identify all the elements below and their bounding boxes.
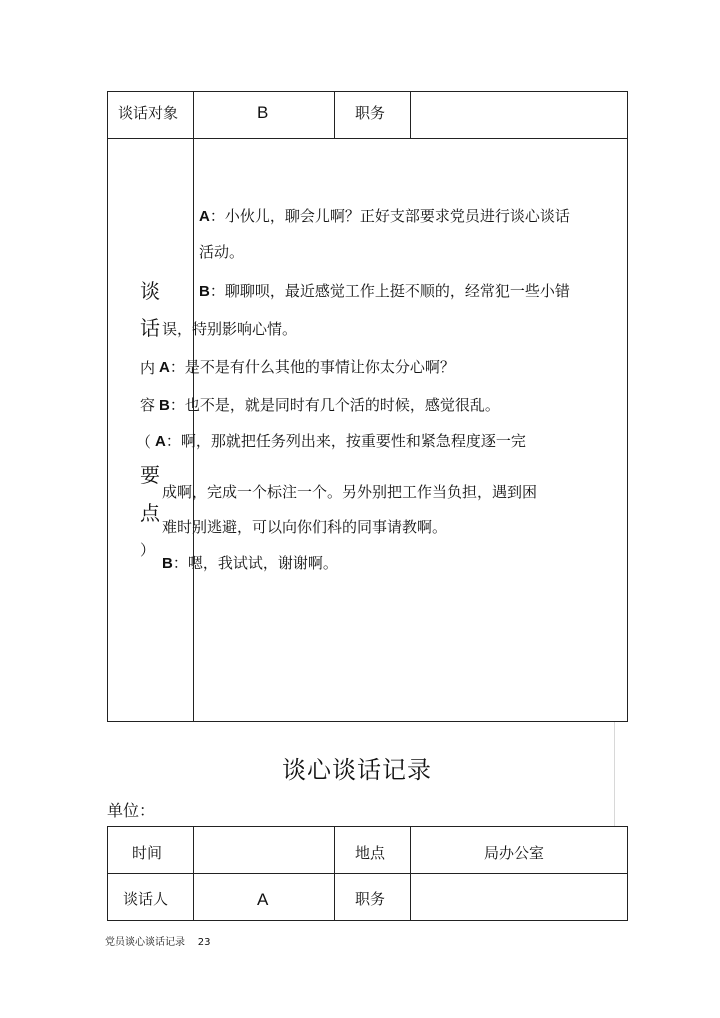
- table2-row-divider: [107, 873, 628, 874]
- table2-bottom-border: [107, 920, 628, 921]
- footer-page-number: 23: [197, 937, 211, 948]
- dialogue-text: ：嗯，我试试，谢谢啊。: [172, 554, 338, 572]
- label-char-nei: 内: [140, 359, 156, 377]
- dialogue-line: [159, 357, 455, 378]
- dialogue-line: [162, 553, 338, 574]
- table2-right-border: [627, 826, 628, 921]
- table2-top-border: [107, 826, 628, 827]
- table1-row-divider: [107, 138, 628, 139]
- footer-doc-name: 党员谈心谈话记录: [105, 937, 185, 948]
- page-footer: [105, 933, 210, 953]
- table2-col-divider-3: [410, 826, 411, 921]
- label-paren-open: （: [136, 433, 152, 451]
- label-char-hua: 话: [140, 316, 160, 340]
- scan-artifact-line: [614, 722, 615, 826]
- time-label: 时间: [132, 844, 163, 862]
- record-title: 谈心谈话记录: [282, 756, 432, 784]
- dialogue-text: 误，特别影响心情。: [162, 320, 298, 338]
- dialogue-line: [159, 395, 500, 416]
- table1-col-divider-3: [410, 91, 411, 138]
- dialogue-text: ：小伙儿，聊会儿啊？正好支部要求党员进行谈心谈话: [209, 207, 570, 225]
- table1-right-border: [627, 91, 628, 722]
- label-char-yao: 要: [140, 463, 160, 487]
- label-char-tan: 谈: [140, 279, 160, 303]
- dialogue-line: [162, 482, 537, 502]
- position-label: 职务: [355, 104, 386, 122]
- dialogue-line: [199, 206, 570, 227]
- subject-value: B: [257, 103, 269, 122]
- dialogue-line: [162, 319, 297, 339]
- dialogue-text: ：也不是，就是同时有几个活的时候，感觉很乱。: [169, 396, 500, 414]
- speaker-a: A: [199, 208, 210, 225]
- speaker-a: A: [159, 359, 170, 376]
- label-char-rong: 容: [140, 396, 156, 414]
- table1-left-border: [107, 91, 108, 722]
- dialogue-line: [155, 431, 526, 452]
- dialogue-text: ：聊聊呗，最近感觉工作上挺不顺的，经常犯一些小错: [209, 282, 570, 300]
- dialogue-line: [162, 517, 447, 537]
- speaker-b: B: [162, 555, 173, 572]
- dialogue-text: 难时别逃避，可以向你们科的同事请教啊。: [162, 518, 448, 536]
- dialogue-text: 活动。: [199, 243, 245, 261]
- table2-col-divider-1: [193, 826, 194, 921]
- label-paren-close: ）: [140, 541, 156, 559]
- dialogue-text: ：是不是有什么其他的事情让你太分心啊？: [169, 358, 455, 376]
- speaker-b: B: [159, 397, 170, 414]
- position-label: 职务: [355, 890, 386, 908]
- dialogue-line: [199, 281, 570, 302]
- place-label: 地点: [355, 844, 386, 862]
- place-value: 局办公室: [484, 844, 545, 862]
- unit-label: 单位：: [107, 801, 156, 820]
- talker-label: 谈话人: [123, 890, 169, 908]
- label-char-dian: 点: [140, 501, 160, 525]
- talker-value: A: [257, 890, 269, 909]
- table2-left-border: [107, 826, 108, 921]
- table1-bottom-border: [107, 721, 628, 722]
- table2-col-divider-2: [334, 826, 335, 921]
- table1-col-divider-2: [334, 91, 335, 138]
- dialogue-text: 成啊，完成一个标注一个。另外别把工作当负担，遇到困: [162, 483, 538, 501]
- subject-label: 谈话对象: [118, 104, 179, 122]
- table1-top-border: [107, 91, 628, 92]
- speaker-b: B: [199, 283, 210, 300]
- speaker-a: A: [155, 433, 166, 450]
- dialogue-text: ：啊，那就把任务列出来，按重要性和紧急程度逐一完: [165, 432, 526, 450]
- dialogue-line: [199, 242, 244, 262]
